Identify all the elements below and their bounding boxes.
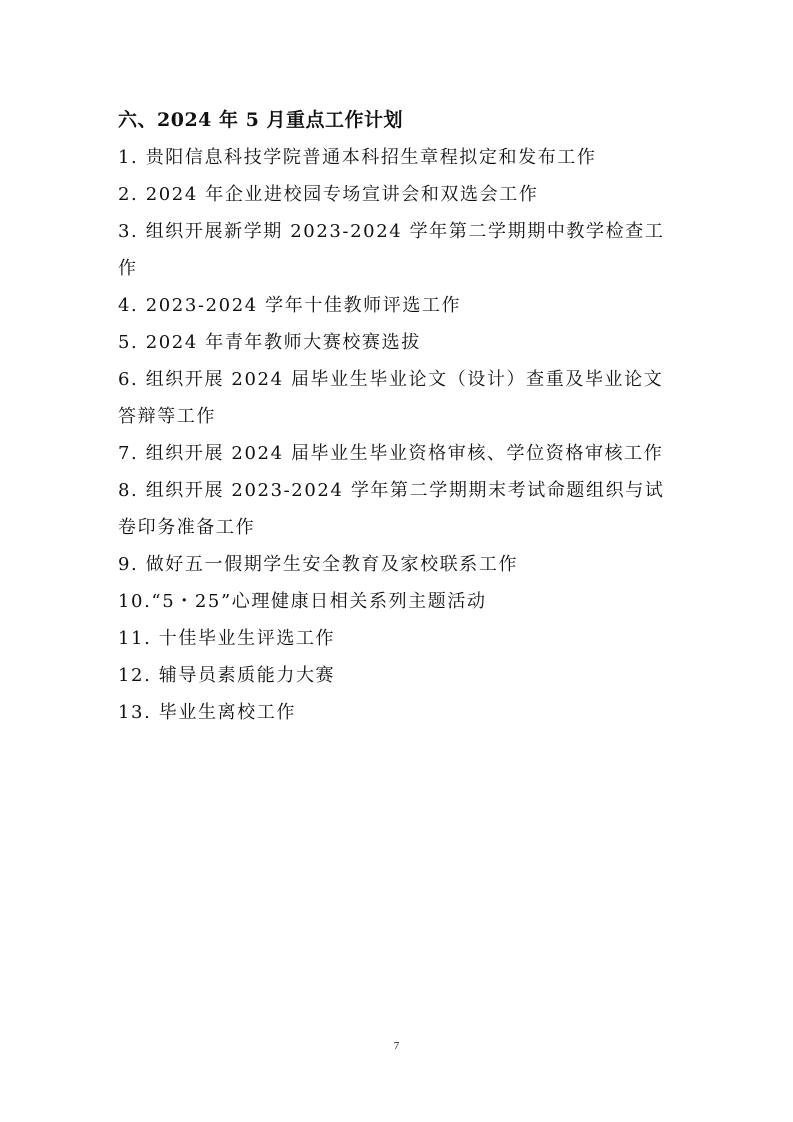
list-item: 6. 组织开展 2024 届毕业生毕业论文（设计）查重及毕业论文答辩等工作 — [118, 369, 664, 427]
list-item: 4. 2023-2024 学年十佳教师评选工作 — [118, 295, 462, 316]
list-item: 8. 组织开展 2023-2024 学年第二学期期末考试命题组织与试卷印务准备工作 — [118, 480, 665, 538]
list-item: 1. 贵阳信息科技学院普通本科招生章程拟定和发布工作 — [118, 147, 597, 168]
list-item: 13. 毕业生离校工作 — [118, 702, 296, 723]
list-item: 9. 做好五一假期学生安全教育及家校联系工作 — [118, 554, 519, 575]
list-item: 12. 辅导员素质能力大赛 — [118, 665, 336, 686]
work-plan-list — [118, 139, 678, 731]
list-item: 5. 2024 年青年教师大赛校赛选拔 — [118, 332, 421, 353]
page-number: 7 — [393, 1040, 400, 1052]
list-item: 2. 2024 年企业进校园专场宣讲会和双选会工作 — [118, 184, 539, 205]
list-item: 3. 组织开展新学期 2023-2024 学年第二学期期中教学检查工作 — [118, 221, 665, 279]
list-item: 11. 十佳毕业生评选工作 — [118, 628, 336, 649]
list-item: 7. 组织开展 2024 届毕业生毕业资格审核、学位资格审核工作 — [118, 443, 664, 464]
section-heading: 六、2024 年 5 月重点工作计划 — [118, 109, 403, 131]
list-item: 10.“5・25”心理健康日相关系列主题活动 — [118, 591, 487, 612]
